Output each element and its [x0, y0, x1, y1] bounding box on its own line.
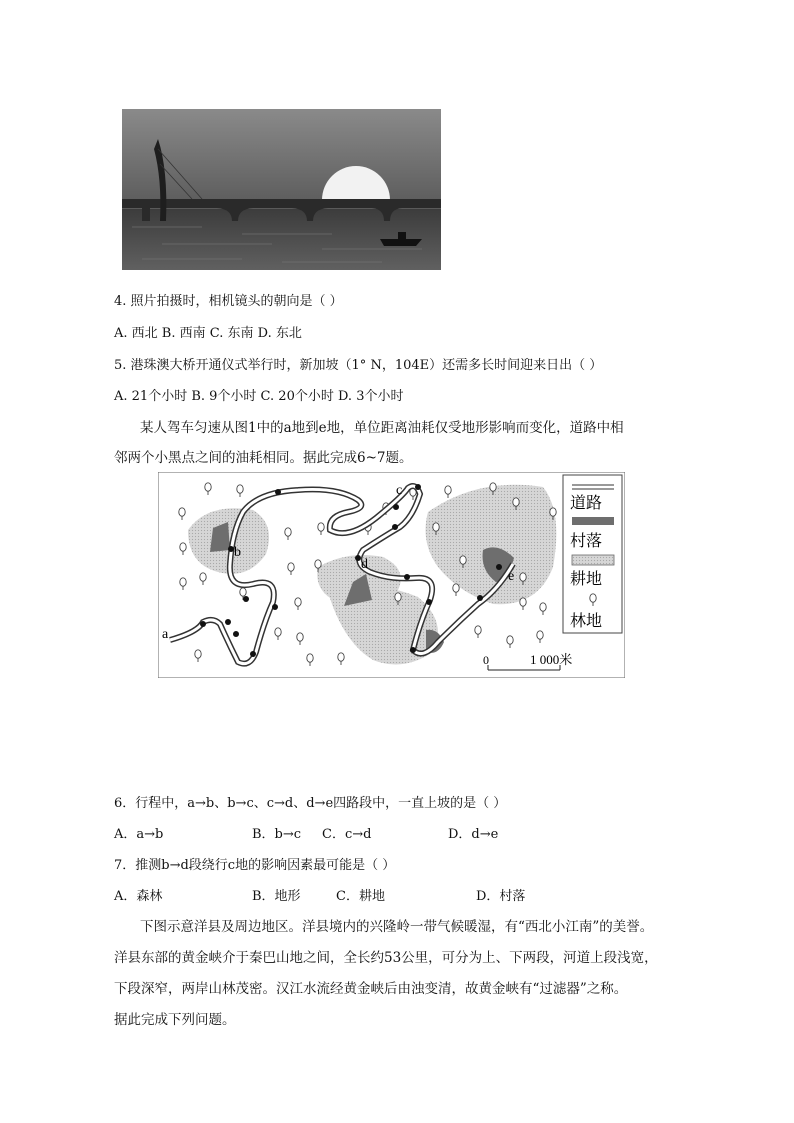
bridge-sunset-photo	[122, 109, 441, 270]
q6-stem: 6．行程中，a→b、b→c、c→d、d→e四路段中，一直上坡的是（ ）	[114, 796, 507, 811]
q6-option-c: C．c→d	[322, 827, 372, 842]
q4-stem: 4. 照片拍摄时，相机镜头的朝向是（ ）	[114, 294, 343, 309]
map-legend	[563, 475, 622, 633]
label-b: b	[234, 545, 241, 560]
q5-options: A. 21个小时 B. 9个小时 C. 20个小时 D. 3个小时	[114, 389, 404, 404]
bridge-deck	[122, 199, 441, 208]
q7-option-c: C．耕地	[336, 889, 385, 904]
passage2-line2: 洋县东部的黄金峡介于秦巴山地之间，全长约53公里，可分为上、下两段，河道上段浅宽，	[114, 950, 658, 966]
passage2-line3: 下段深窄，两岸山林茂密。汉江水流经黄金峡后由浊变清，故黄金峡有“过滤器”之称。	[114, 981, 628, 997]
q7-option-d: D．村落	[476, 889, 526, 904]
scale-label: 1 000米	[530, 652, 573, 667]
boat-shape	[380, 239, 422, 246]
q6-option-d: D．d→e	[448, 827, 499, 842]
passage2-line4: 据此完成下列问题。	[114, 1012, 236, 1028]
label-a: a	[162, 627, 169, 642]
q6-options	[114, 823, 714, 841]
scale-zero: 0	[483, 653, 489, 667]
passage1-line1: 某人驾车匀速从图1中的a地到e地，单位距离油耗仅受地形影响而变化，道路中相	[140, 420, 624, 436]
q7-option-b: B．地形	[252, 889, 301, 904]
road-map-figure	[158, 472, 625, 678]
legend-village: 村落	[570, 533, 603, 550]
q7-stem: 7．推测b→d段绕行c地的影响因素最可能是（ ）	[114, 858, 396, 873]
label-d: d	[361, 557, 368, 572]
q4-options: A. 西北 B. 西南 C. 东南 D. 东北	[114, 326, 302, 341]
legend-road: 道路	[570, 495, 603, 512]
passage1-line2: 邻两个小黑点之间的油耗相同。据此完成6~7题。	[114, 450, 413, 466]
q7-options	[114, 885, 714, 903]
passage2-line1: 下图示意洋县及周边地区。洋县境内的兴隆岭一带气候暖湿，有“西北小江南”的美誉。	[140, 919, 654, 935]
legend-forest: 林地	[570, 613, 603, 630]
q7-option-a: A．森林	[114, 889, 163, 904]
legend-farmland: 耕地	[570, 571, 603, 588]
label-c: c	[396, 483, 403, 498]
label-e: e	[508, 569, 515, 584]
q6-option-b: B．b→c	[252, 827, 302, 842]
q5-stem: 5. 港珠澳大桥开通仪式举行时，新加坡（1° N，104E）还需多长时间迎来日出（ ）	[114, 358, 603, 373]
q6-option-a: A．a→b	[114, 827, 164, 842]
